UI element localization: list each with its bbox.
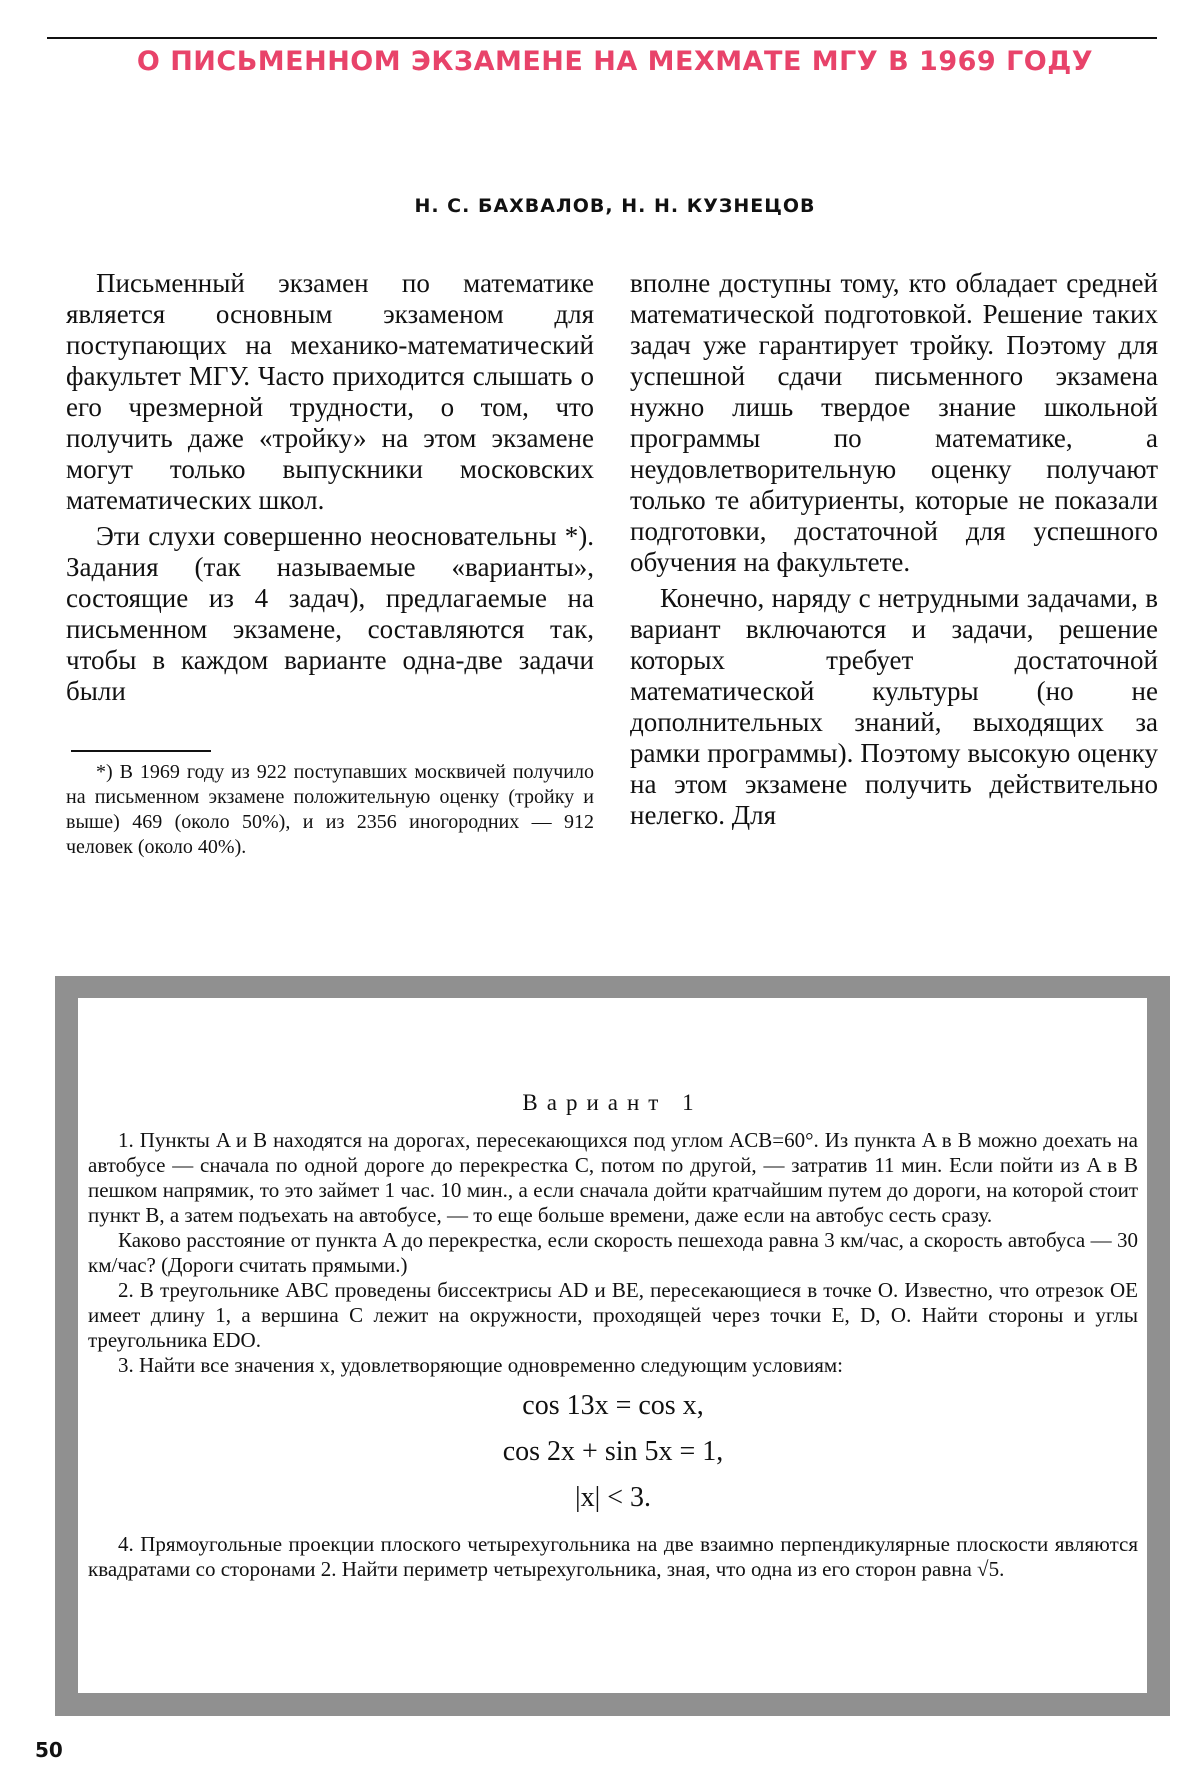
left-column xyxy=(66,268,594,712)
problem-1: 1. Пункты A и B находятся на дорогах, пересекающихся под углом ACB=60°. Из пункта A в B можно доехать на автобусе — сначала по одной дороге до перекрестка C, потом по другой, — затратив 11 мин. Если пойти из A в B пешком напрямик, то это займет 1 час. 10 мин., а если сначала дойти кратчайшим путем до дороги, на которой стоит пункт B, а затем подъехать на автобусе, — то еще больше времени, даже если на автобус сесть сразу. xyxy=(88,1128,1138,1227)
problem-3: 3. Найти все значения x, удовлетворяющие одновременно следующим условиям: xyxy=(118,1353,843,1377)
article-title: О ПИСЬМЕННОМ ЭКЗАМЕНЕ НА МЕХМАТЕ МГУ В 1969 ГОДУ xyxy=(136,46,1094,77)
article-authors: Н. С. БАХВАЛОВ, Н. Н. КУЗНЕЦОВ xyxy=(414,195,816,217)
top-rule xyxy=(47,37,1157,39)
equation-3: |x| < 3. xyxy=(574,1482,651,1513)
problem-list xyxy=(88,1128,1138,1582)
paragraph: вполне доступны тому, кто обладает средней математической подготовкой. Решение таких задач уже гарантирует тройку. Поэтому для успешной сдачи письменного экзамена нужно лишь твердое знание школьной программы по математике, а неудовлетворительную оценку получают только те абитуриенты, которые не показали подготовки, достаточной для успешного обучения на факультете. xyxy=(630,268,1158,577)
variant-title: Вариант 1 xyxy=(522,1090,703,1115)
footnote: *) В 1969 году из 922 поступавших москвичей получило на письменном экзамене положительную оценку (тройку и выше) 469 (около 50%), и из 2356 иногородних — 912 человек (около 40%). xyxy=(66,761,594,858)
paragraph: Конечно, наряду с нетрудными задачами, в вариант включаются и задачи, решение которых требует достаточной математической культуры (но не дополнительных знаний, выходящих за рамки программы). Поэтому высокую оценку на этом экзамене получить действительно нелегко. Для xyxy=(630,583,1158,830)
problem-4: 4. Прямоугольные проекции плоского четырехугольника на две взаимно перпендикулярные плоскости являются квадратами со сторонами 2. Найти периметр четырехугольника, зная, что одна из его сторон равна √5. xyxy=(88,1532,1138,1581)
paragraph: Эти слухи совершенно неосновательны *). Задания (так называемые «варианты», состоящие из 4 задач), предлагаемые на письменном экзамене, составляются так, чтобы в каждом варианте одна-две задачи были xyxy=(66,521,594,706)
right-column xyxy=(630,268,1158,836)
variant-box xyxy=(78,998,1147,1693)
equation-system xyxy=(88,1384,1138,1520)
page-number: 50 xyxy=(35,1738,63,1762)
footnote-rule xyxy=(71,750,211,752)
problem-2: 2. В треугольнике ABC проведены биссектрисы AD и BE, пересекающиеся в точке O. Известно, что отрезок OE имеет длину 1, а вершина C лежит на окружности, проходящей через точки E, D, O. Найти стороны и углы треугольника EDO. xyxy=(88,1278,1138,1352)
equation-1: cos 13x = cos x, xyxy=(522,1390,704,1421)
equation-2: cos 2x + sin 5x = 1, xyxy=(502,1436,724,1467)
variant-box-frame xyxy=(55,976,1170,1716)
problem-1-question: Каково расстояние от пункта A до перекрестка, если скорость пешехода равна 3 км/час, а скорость автобуса — 30 км/час? (Дороги считать прямыми.) xyxy=(88,1228,1138,1277)
paragraph: Письменный экзамен по математике является основным экзаменом для поступающих на механико-математический факультет МГУ. Часто приходится слышать о его чрезмерной трудности, о том, что получить даже «тройку» на этом экзамене могут только выпускники московских математических школ. xyxy=(66,268,594,515)
